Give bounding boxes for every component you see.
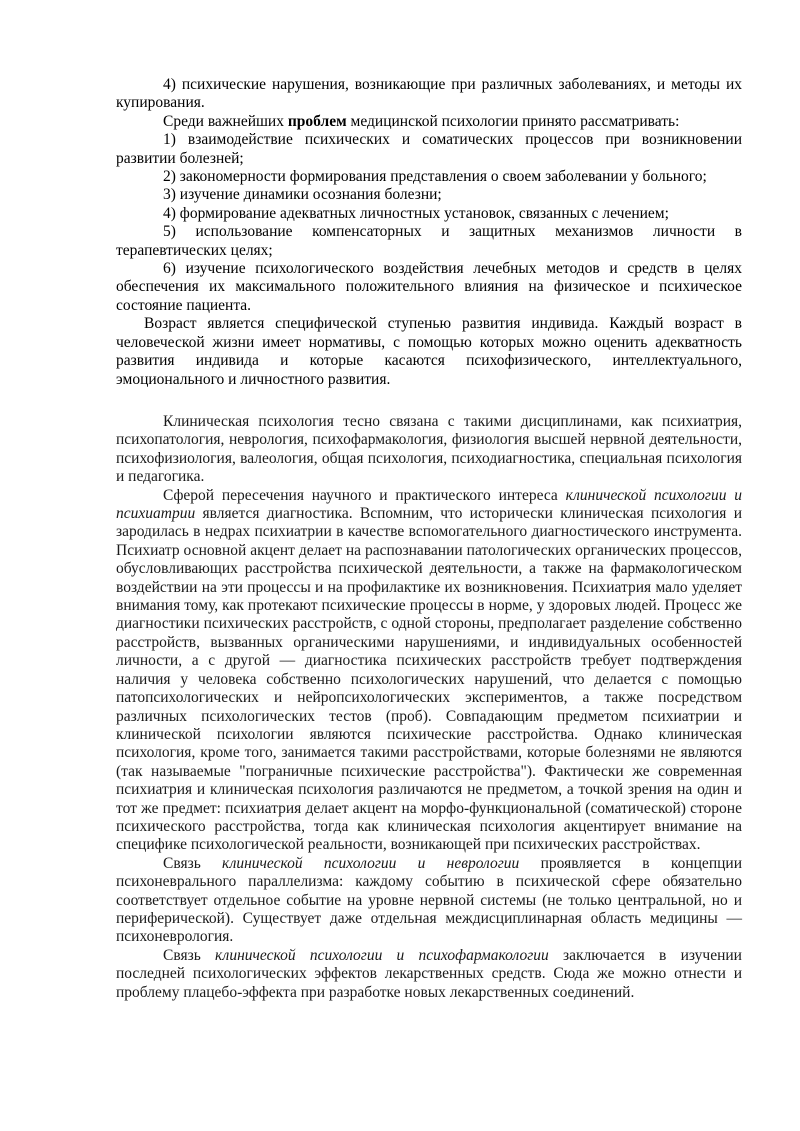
list-item: 4) формирование адекватных личностных установок, связанных с лечением; xyxy=(163,204,669,222)
problems-intro xyxy=(116,113,742,131)
list-item: 5) использование компенсаторных и защитных механизмов личности в терапевтических целях; xyxy=(116,223,742,259)
paragraph-italic: клинической психологии и психофармакологии xyxy=(215,946,549,964)
list-item: 4) психические нарушения, возникающие при различных заболеваниях, и методы их купирования. xyxy=(116,76,742,112)
paragraph-text: заключается в изучении последней психологических эффектов лекарственных средств. Сюда же можно отнести и проблему плацебо-эффекта при разработке новых лекарственных соединений. xyxy=(116,946,742,1001)
paragraph-text: проявляется в концепции психоневрального параллелизма: каждому событию в психической сфере обязательно соответствует отдельное событие на уровне нервной системы (не только центральной, но и периферической). Существует даже отдельная междисциплинарная область медицины — психоневрология. xyxy=(116,854,742,946)
intro-text: медицинской психологии принято рассматривать: xyxy=(346,112,680,130)
paragraph: Клиническая психология тесно связана с такими дисциплинами, как психиатрия, психопатология, неврология, психофармакология, физиология высшей нервной деятельности, психофизиология, валеология, общая психология, психодиагностика, специальная психология и педагогика. xyxy=(116,413,742,486)
paragraph xyxy=(116,855,742,947)
list-item: 1) взаимодействие психических и соматических процессов при возникновении развитии болезней; xyxy=(116,131,742,167)
paragraph-text: Сферой пересечения научного и практического интереса xyxy=(163,486,566,504)
paragraph-italic: клинической психологии и психиатрии xyxy=(116,486,742,523)
section-2 xyxy=(116,413,742,1002)
age-paragraph: Возраст является специфической ступенью развития индивида. Каждый возраст в человеческой жизни имеет нормативы, с помощью которых можно оценить адекватность развития индивида и которые касаются психофизического, интеллектуального, эмоционального и личностного развития. xyxy=(116,315,742,388)
paragraph-text: Связь xyxy=(163,854,223,872)
list-item: 3) изучение динамики осознания болезни; xyxy=(163,186,442,204)
paragraph-text: является диагностика. Вспомним, что исторически клиническая психология и зародилась в недрах психиатрии в качестве вспомогательного диагностического инструмента. Психиатр основной акцент делает на распознавании патологических органических процессов, обусловливающих расстройства психической деятельности, а также на фармакологическом воздействии на эти процессы и на профилактике их возникновения. Психиатрия мало уделяет внимания тому, как протекают психические процессы в норме, у здоровых людей. Процесс же диагностики психических расстройств, с одной стороны, предполагает разделение собственно расстройств, вызванных органическими нарушениями, и индивидуальных особенностей личности, а с другой — диагностика психических расстройств требует подтверждения наличия у человека собственно психологических нарушений, что делается с помощью патопсихологических и нейропсихологических экспериментов, а также посредством различных психологических тестов (проб). Совпадающим предметом психиатрии и клинической психологии являются психические расстройства. Однако клиническая психология, кроме того, занимается такими расстройствами, которые болезнями не являются (так называемые "пограничные психические расстройства"). Фактически же современная психиатрия и клиническая психология различаются не предметом, а точкой зрения на один и тот же предмет: психиатрия делает акцент на морфо-функциональной (соматической) стороне психического расстройства, тогда как клиническая психология акцентирует внимание на специфике психологической реальности, возникающей при психических расстройствах. xyxy=(116,505,742,854)
intro-bold-term: проблем xyxy=(287,112,347,130)
paragraph-italic: клинической психологии и неврологии xyxy=(222,854,520,872)
paragraph xyxy=(116,487,742,855)
intro-text: Среди важнейших xyxy=(163,112,288,130)
section-1 xyxy=(116,76,742,389)
paragraph xyxy=(116,947,742,1002)
list-item: 2) закономерности формирования представления о своем заболевании у больного; xyxy=(163,168,707,186)
paragraph-text: Связь xyxy=(163,946,215,964)
list-item: 6) изучение психологического воздействия лечебных методов и средств в целях обеспечения их максимального положительного влияния на физическое и психическое состояние пациента. xyxy=(116,260,742,314)
